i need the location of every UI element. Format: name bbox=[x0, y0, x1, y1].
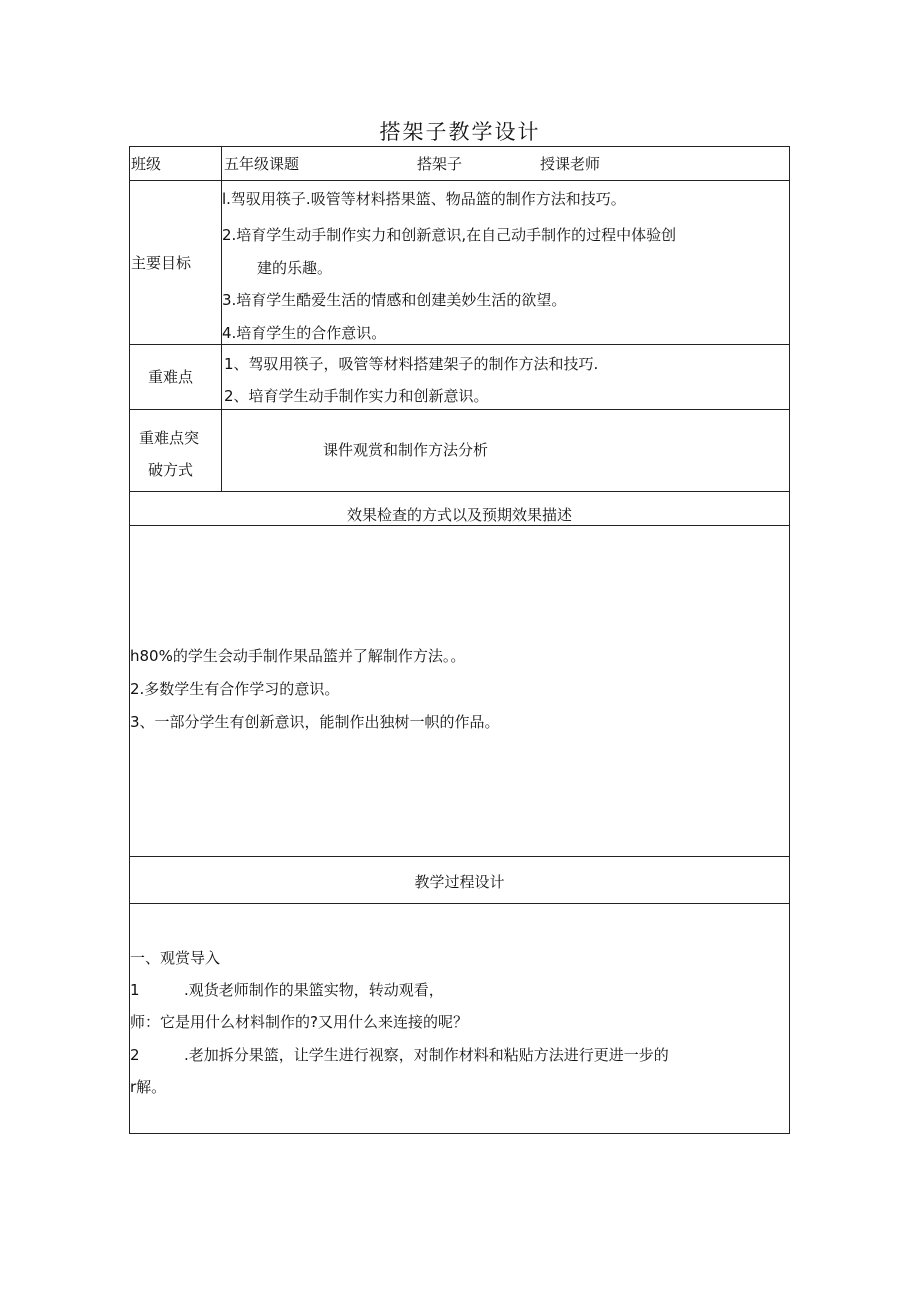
process-step-number: 1 bbox=[130, 981, 140, 999]
evaluation-item: h80%的学生会动手制作果品篮并了解制作方法。。 bbox=[130, 647, 466, 665]
key-point-item: 1、驾驭用筷子，吸管等材料搭建架子的制作方法和技巧. bbox=[224, 355, 599, 373]
topic-value: 搭架子 bbox=[417, 155, 463, 173]
process-step-number: 2 bbox=[130, 1046, 140, 1064]
objective-item: 建的乐趣。 bbox=[257, 259, 333, 277]
objective-item: 3.培育学生酷爱生活的情感和创建美妙生活的欲望。 bbox=[222, 291, 567, 309]
breakthrough-label-line2: 破方式 bbox=[148, 461, 194, 479]
key-points-label: 重难点 bbox=[148, 368, 194, 386]
objective-item: 4.培育学生的合作意识。 bbox=[222, 324, 387, 342]
objectives-label: 主要目标 bbox=[131, 254, 192, 272]
grade-topic-label: 五年级课题 bbox=[224, 155, 300, 173]
teacher-label: 授课老师 bbox=[540, 155, 601, 173]
key-point-item: 2、培育学生动手制作实力和创新意识。 bbox=[224, 387, 489, 405]
class-label: 班级 bbox=[131, 155, 162, 173]
breakthrough-label-line1: 重难点突 bbox=[139, 429, 200, 447]
process-step-text: .老加拆分果篮，让学生进行视察，对制作材料和粘贴方法进行更进一步的 bbox=[184, 1046, 669, 1064]
teacher-question: 师：它是用什么材料制作的?又用什么来连接的呢？ bbox=[130, 1013, 468, 1031]
process-section-title: 一、观赏导入 bbox=[130, 949, 221, 967]
evaluation-heading: 效果检查的方式以及预期效果描述 bbox=[346, 506, 572, 524]
objective-item: 2.培育学生动手制作实力和创新意识,在自己动手制作的过程中体验创 bbox=[222, 226, 677, 244]
evaluation-item: 3、一部分学生有创新意识，能制作出独树一帜的作品。 bbox=[130, 713, 500, 731]
process-step-continuation: r解。 bbox=[130, 1078, 167, 1096]
evaluation-item: 2.多数学生有合作学习的意识。 bbox=[130, 680, 340, 698]
process-step-text: .观货老师制作的果篮实物，转动观看， bbox=[184, 981, 444, 999]
breakthrough-content: 课件观赏和制作方法分析 bbox=[323, 441, 489, 459]
process-heading: 教学过程设计 bbox=[414, 873, 505, 891]
document-title: 搭架子教学设计 bbox=[379, 120, 541, 144]
objective-item: l.驾驭用筷子.吸管等材料搭果篮、物品篮的制作方法和技巧。 bbox=[222, 190, 626, 208]
